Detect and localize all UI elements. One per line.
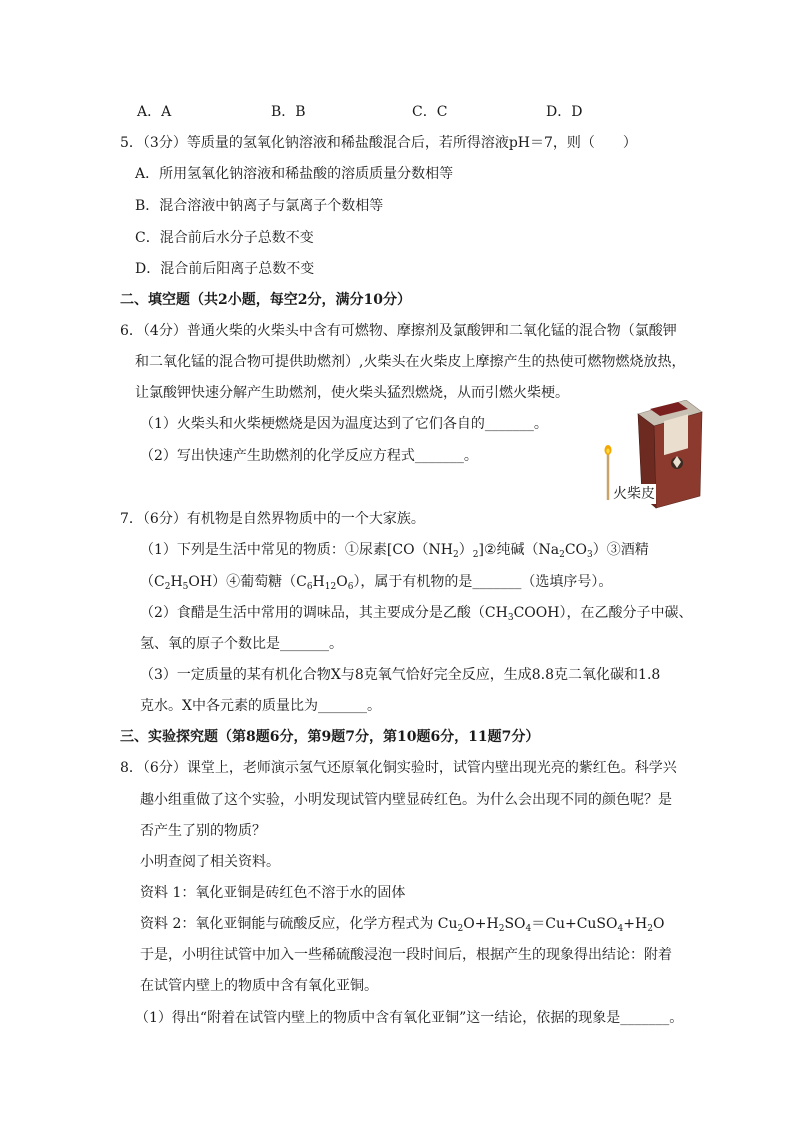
q5-option-d: D．混合前后阳离子总数不变 — [135, 261, 315, 277]
q5-stem: 5．（3分）等质量的氢氧化钠溶液和稀盐酸混合后，若所得溶液pH＝7，则（ ） — [120, 135, 637, 151]
q8-line-3: 否产生了别的物质？ — [140, 823, 266, 839]
q7-sub-3-line-2: 克水。X中各元素的质量比为_______。 — [140, 698, 381, 714]
q8-data-1: 资料 1：氧化亚铜是砖红色不溶于水的固体 — [140, 885, 406, 901]
q4-option-b: B．B — [271, 104, 306, 120]
q5-option-c: C．混合前后水分子总数不变 — [135, 230, 314, 246]
q7-sub-2-line-1: （2）食醋是生活中常用的调味品，其主要成分是乙酸$(CH_3COOH)$，在乙酸分子中碳、 — [140, 605, 693, 623]
section-2-title: 二、填空题（共2小题，每空2分，满分10分） — [120, 292, 411, 308]
q4-option-a: A．A — [137, 104, 172, 120]
q4-option-c: C．C — [412, 104, 448, 120]
q7-sub-1-line-2: $(C_2H_5OH)④$葡萄糖$(C_6H_{12}O_6)$，属于有机物的是_______（选填序号）。 — [140, 574, 613, 592]
q6-line-2: 和二氧化锰的混合物可提供助燃剂）,火柴头在火柴皮上摩擦产生的热使可燃物燃烧放热， — [135, 354, 686, 370]
q8-line-1: 8．（6分）课堂上，老师演示氢气还原氧化铜实验时，试管内壁出现光亮的紫红色。科学兴 — [120, 760, 677, 776]
q7-stem: 7．（6分）有机物是自然界物质中的一个大家族。 — [120, 511, 425, 527]
q4-option-d: D．D — [546, 104, 583, 120]
section-3-title: 三、实验探究题（第8题6分，第9题7分，第10题6分，11题7分） — [120, 729, 540, 745]
q8-line-5: 于是，小明往试管中加入一些稀硫酸浸泡一段时间后，根据产生的现象得出结论：附着 — [140, 947, 672, 963]
q8-line-4: 小明查阅了相关资料。 — [140, 854, 280, 870]
matchbox-label: 火柴皮 — [613, 486, 655, 502]
q7-sub-2-line-2: 氢、氧的原子个数比是_______。 — [140, 636, 343, 652]
q7-sub-3-line-1: （3）一定质量的某有机化合物X与8克氧气恰好完全反应，生成8.8克二氧化碳和1.8 — [140, 667, 661, 683]
q5-option-b: B．混合溶液中钠离子与氯离子个数相等 — [135, 198, 384, 214]
q7-sub-1-line-1: （1）下列是生活中常见的物质：①尿素$[CO(NH_2)_2]②$纯碱$(Na_2CO_3)③$酒精 — [140, 542, 649, 560]
q6-sub-1: （1）火柴头和火柴梗燃烧是因为温度达到了它们各自的_______。 — [140, 416, 548, 432]
q8-sub-1: （1）得出“附着在试管内壁上的物质中含有氧化亚铜”这一结论，依据的现象是_______。 — [135, 1010, 684, 1026]
q8-data-2: 资料 2：氧化亚铜能与硫酸反应，化学方程式为 $Cu_2O+H_2SO_4=Cu+CuSO_4+H_2O$ — [140, 916, 665, 934]
q6-line-3: 让氯酸钾快速分解产生助燃剂，使火柴头猛烈燃烧，从而引燃火柴梗。 — [135, 385, 569, 401]
q8-line-2: 趣小组重做了这个实验，小明发现试管内壁显砖红色。为什么会出现不同的颜色呢？是 — [140, 792, 672, 808]
q6-line-1: 6．（4分）普通火柴的火柴头中含有可燃物、摩擦剂及氯酸钾和二氧化锰的混合物（氯酸钾 — [120, 323, 677, 339]
q5-option-a: A．所用氢氧化钠溶液和稀盐酸的溶质质量分数相等 — [135, 166, 454, 182]
q8-line-6: 在试管内壁上的物质中含有氧化亚铜。 — [140, 978, 378, 994]
q6-sub-2: （2）写出快速产生助燃剂的化学反应方程式_______。 — [140, 448, 478, 464]
